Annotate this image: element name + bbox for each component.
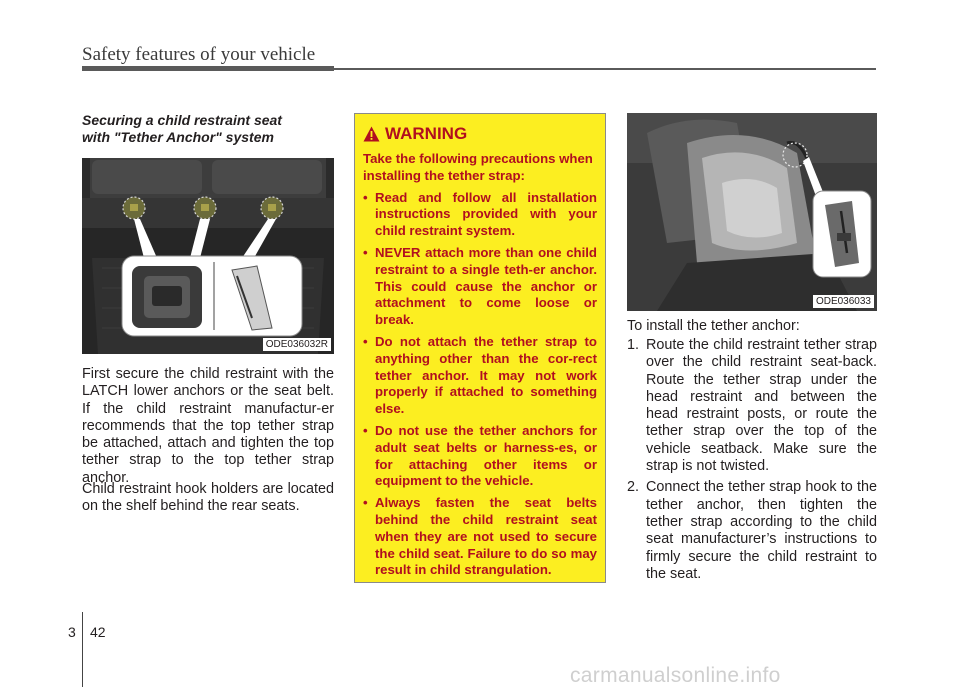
warning-box (354, 113, 606, 583)
hook-holders-paragraph: Child restraint hook holders are located on the shelf behind the rear seats. (82, 481, 334, 515)
header-rule-thick (82, 66, 334, 71)
child-seat-illustration (627, 113, 877, 311)
install-step (627, 337, 877, 475)
warning-item: • Do not use the tether anchors for adult seat belts or harness-es, or for attaching other items or equipment to the vehicle. (363, 423, 597, 490)
child-seat-tether-image (627, 113, 877, 311)
header-rule-thin (334, 68, 876, 70)
cargo-area-illustration (82, 158, 334, 354)
section-heading-line2: with "Tether Anchor" system (82, 129, 274, 145)
image-caption-right: ODE036033 (813, 295, 874, 308)
install-step (627, 479, 877, 583)
warning-item: • Do not attach the tether strap to anything other than the cor-rect tether anchor. It may not work properly if attached to something else. (363, 334, 597, 418)
section-heading (82, 112, 342, 146)
install-intro: To install the tether anchor: (627, 318, 800, 334)
warning-item: • NEVER attach more than one child restraint to a single teth-er anchor. This could cause the anchor or attachment to come loose or break. (363, 245, 597, 329)
warning-item: • Always fasten the seat belts behind the child restraint seat when they are not used to secure the child seat. Failure to do so may result in child strangulation. (363, 495, 597, 579)
page-number: 42 (90, 624, 106, 640)
step-number: 2. (627, 479, 640, 496)
image-caption-left: ODE036032R (263, 338, 331, 351)
footer-divider (82, 612, 83, 687)
warning-heading (363, 124, 597, 144)
step-number: 1. (627, 337, 640, 353)
watermark[interactable]: carmanualsonline.info (570, 664, 781, 687)
warning-title: WARNING (385, 124, 468, 143)
cargo-area-anchor-image (82, 158, 334, 354)
step-text: Connect the tether strap hook to the tether anchor, then tighten the tether strap according to the child seat manufacturer’s instructions to firmly secure the child restraint to the seat. (646, 479, 877, 582)
intro-paragraph: First secure the child restraint with the LATCH lower anchors or the seat belt. If the child restraint manufactur-er recommends that the top tether strap be attached, attach and tighten the top tether strap to the top tether strap anchor. (82, 366, 334, 486)
section-heading-line1: Securing a child restraint seat (82, 112, 282, 128)
warning-triangle-icon (363, 126, 380, 142)
warning-item: • Read and follow all installation instructions provided with your child restraint system. (363, 190, 597, 240)
install-steps (627, 337, 877, 587)
step-text: Route the child restraint tether strap over the child restraint seat-back. Route the tether strap under the head restraint and between the head restraint posts, or route the tether strap over the top of the vehicle seatback. Make sure the strap is not twisted. (646, 337, 877, 475)
warning-list (363, 190, 597, 580)
warning-intro: Take the following precautions when installing the tether strap: (363, 151, 593, 183)
chapter-number: 3 (68, 624, 76, 640)
page-header-title: Safety features of your vehicle (82, 44, 316, 65)
